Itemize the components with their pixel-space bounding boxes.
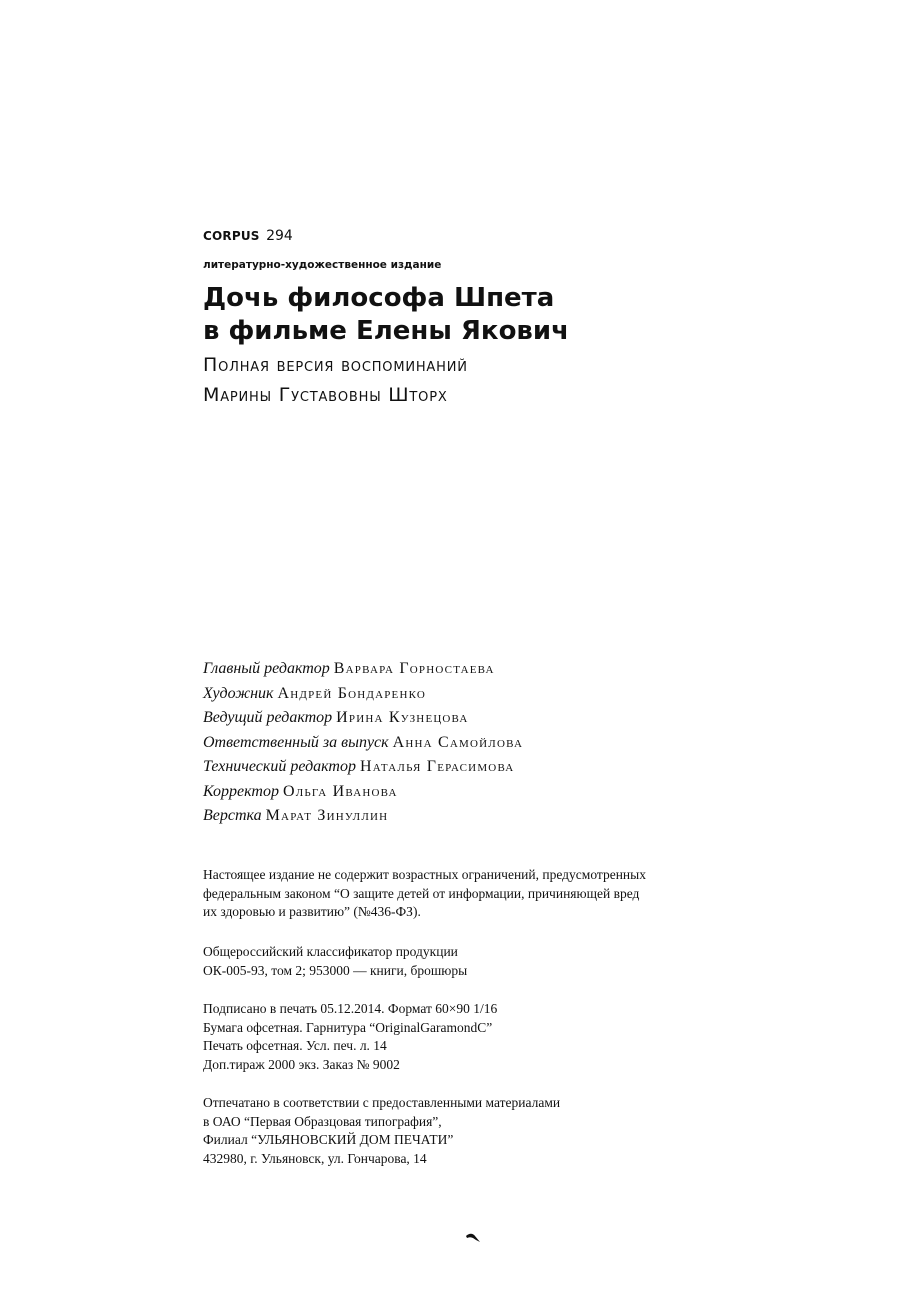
- credit-row: [203, 706, 523, 731]
- credit-person: Анна Самойлова: [392, 733, 524, 751]
- print-detail-line: Доп.тираж 2000 экз. Заказ № 9002: [203, 1056, 400, 1072]
- classifier-line: ОК-005-93, том 2; 953000 — книги, брошюры: [203, 962, 468, 978]
- credit-role: Главный редактор: [203, 660, 330, 677]
- notice-line: Настоящее издание не содержит возрастных ограничений, предусмотренных: [203, 867, 646, 882]
- print-detail-line: Подписано в печать 05.12.2014. Формат 60×90 1/16: [203, 1001, 498, 1016]
- credit-person: Ирина Кузнецова: [336, 709, 469, 726]
- printer-line: 432980, г. Ульяновск, ул. Гончарова, 14: [203, 1150, 427, 1166]
- credit-role: Технический редактор: [203, 758, 356, 775]
- credit-role: Художник: [203, 684, 274, 702]
- credit-row: [203, 755, 523, 780]
- credit-role: Ведущий редактор: [203, 709, 333, 726]
- print-detail-line: Бумага офсетная. Гарнитура “OriginalGaramondC”: [203, 1019, 493, 1035]
- classifier-line: Общероссийский классификатор продукции: [203, 944, 458, 959]
- credit-person: Андрей Бондаренко: [277, 684, 427, 702]
- title-line-2: в фильме Елены Якович: [203, 316, 569, 346]
- credit-row: [203, 804, 523, 829]
- credits-list: [203, 657, 523, 829]
- printer-line: в ОАО “Первая Образцовая типография”,: [203, 1113, 442, 1129]
- credit-role: Ответственный за выпуск: [203, 733, 389, 751]
- print-details: [203, 1000, 497, 1074]
- genre-label: литературно-художественное издание: [203, 259, 442, 271]
- publisher-imprint: CORPUS: [203, 229, 260, 243]
- book-title: [203, 282, 569, 348]
- book-subtitle: [203, 350, 468, 410]
- title-line-1: Дочь философа Шпета: [203, 283, 555, 313]
- credit-person: Марат Зинуллин: [265, 807, 389, 824]
- series-number: 294: [266, 228, 293, 244]
- credit-role: Верстка: [203, 807, 262, 824]
- printer-line: Филиал “УЛЬЯНОВСКИЙ ДОМ ПЕЧАТИ”: [203, 1132, 454, 1147]
- notice-line: их здоровью и развитию” (№436-ФЗ).: [203, 904, 421, 919]
- credit-row: [203, 731, 523, 756]
- printer-details: [203, 1094, 560, 1168]
- subtitle-line-2: Марины Густавовны Шторх: [203, 384, 448, 406]
- age-restriction-notice: [203, 866, 646, 922]
- notice-line: федеральным законом “О защите детей от информации, причиняющей вред: [203, 885, 640, 901]
- credit-person: Варвара Горностаева: [333, 660, 495, 677]
- product-classifier: [203, 943, 467, 980]
- credit-person: Ольга Иванова: [282, 782, 398, 800]
- credit-person: Наталья Герасимова: [359, 758, 515, 775]
- series-line: [203, 228, 293, 244]
- publisher-logo-icon: [465, 1232, 481, 1244]
- credit-row: [203, 682, 523, 707]
- subtitle-line-1: Полная версия воспоминаний: [203, 354, 468, 376]
- print-detail-line: Печать офсетная. Усл. печ. л. 14: [203, 1038, 387, 1053]
- credit-role: Корректор: [203, 782, 279, 800]
- credit-row: [203, 780, 523, 805]
- printer-line: Отпечатано в соответствии с предоставленными материалами: [203, 1095, 561, 1110]
- credit-row: [203, 657, 523, 682]
